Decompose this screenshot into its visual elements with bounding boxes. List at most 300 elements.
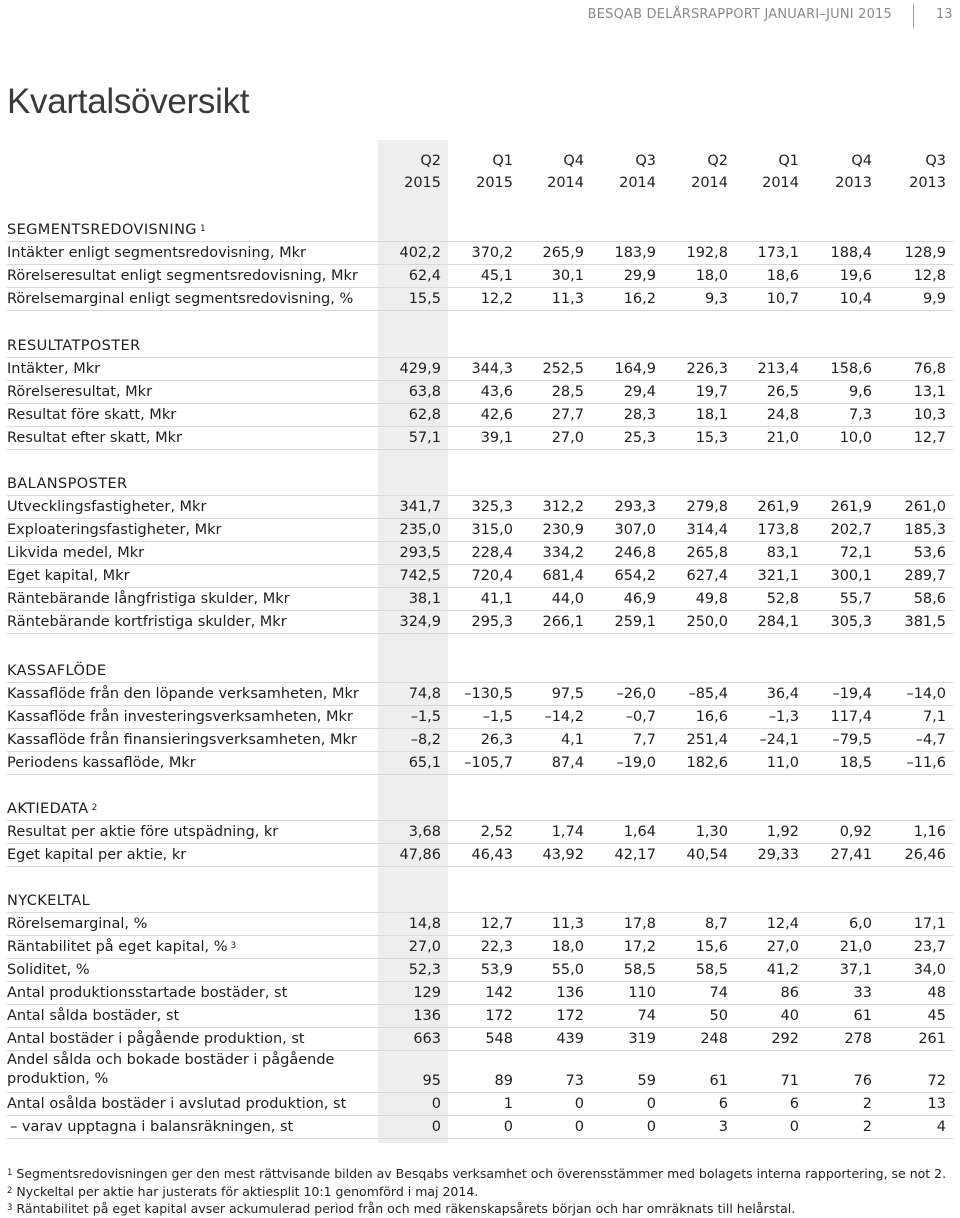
table-cell: 4,1 bbox=[560, 732, 584, 748]
column-year: 2015 bbox=[476, 175, 513, 191]
section-title-text: KASSAFLÖDE bbox=[7, 663, 107, 679]
table-cell: 251,4 bbox=[686, 732, 728, 748]
table-cell: 53,9 bbox=[480, 962, 513, 978]
table-cell: 12,7 bbox=[913, 430, 946, 446]
table-cell: 24,8 bbox=[766, 407, 799, 423]
section-header-row bbox=[7, 889, 953, 913]
table-cell: 12,2 bbox=[480, 291, 513, 307]
table-cell: 28,5 bbox=[551, 384, 584, 400]
column-quarter: Q3 bbox=[925, 153, 946, 169]
row-label bbox=[7, 290, 353, 308]
row-label bbox=[7, 961, 90, 979]
row-label-text: Kassaflöde från den löpande verksamheten, Mkr bbox=[7, 686, 359, 702]
row-label bbox=[7, 1051, 347, 1089]
table-cell: 315,0 bbox=[471, 522, 513, 538]
table-cell: 3,68 bbox=[408, 824, 441, 840]
column-header bbox=[375, 150, 441, 194]
table-cell: 183,9 bbox=[614, 245, 656, 261]
table-cell: 1,74 bbox=[551, 824, 584, 840]
table-row bbox=[7, 403, 953, 427]
table-cell: 15,3 bbox=[695, 430, 728, 446]
table-cell: 4 bbox=[936, 1119, 946, 1135]
page-header bbox=[0, 6, 960, 26]
table-cell: 0 bbox=[503, 1119, 513, 1135]
table-cell: 312,2 bbox=[542, 499, 584, 515]
table-cell: 344,3 bbox=[471, 361, 513, 377]
row-label bbox=[7, 731, 357, 749]
section-header-row bbox=[7, 472, 953, 496]
table-cell: –1,5 bbox=[482, 709, 513, 725]
row-label bbox=[7, 590, 290, 608]
row-label-text: Kassaflöde från finansieringsverksamheten, Mkr bbox=[7, 732, 357, 748]
table-cell: 7,7 bbox=[632, 732, 656, 748]
table-cell: –79,5 bbox=[832, 732, 872, 748]
table-cell: 293,5 bbox=[399, 545, 441, 561]
section-title-text: NYCKELTAL bbox=[7, 893, 91, 909]
table-cell: 0 bbox=[574, 1096, 584, 1112]
table-cell: 158,6 bbox=[830, 361, 872, 377]
row-label-text: Räntebärande kortfristiga skulder, Mkr bbox=[7, 614, 287, 630]
row-label bbox=[7, 984, 287, 1002]
table-cell: 42,17 bbox=[614, 847, 656, 863]
table-cell: 261,0 bbox=[904, 499, 946, 515]
table-cell: 246,8 bbox=[614, 545, 656, 561]
section-title bbox=[7, 662, 106, 680]
table-cell: 16,2 bbox=[623, 291, 656, 307]
row-label bbox=[7, 754, 196, 772]
section-title-text: RESULTATPOSTER bbox=[7, 338, 141, 354]
table-cell: 292 bbox=[771, 1031, 799, 1047]
table-cell: 58,6 bbox=[913, 591, 946, 607]
table-cell: 74,8 bbox=[408, 686, 441, 702]
table-cell: 314,4 bbox=[686, 522, 728, 538]
column-year: 2014 bbox=[619, 175, 656, 191]
table-row bbox=[7, 728, 953, 752]
table-cell: 40 bbox=[780, 1008, 799, 1024]
footnote-text: Nyckeltal per aktie har justerats för aktiesplit 10:1 genomförd i maj 2014. bbox=[16, 1184, 479, 1199]
row-label-text: Räntebärande långfristiga skulder, Mkr bbox=[7, 591, 290, 607]
table-cell: 1,64 bbox=[623, 824, 656, 840]
column-header bbox=[662, 150, 728, 194]
table-cell: 2 bbox=[862, 1119, 872, 1135]
table-cell: 27,41 bbox=[830, 847, 872, 863]
section-header-row bbox=[7, 218, 953, 242]
table-cell: 136 bbox=[556, 985, 584, 1001]
table-cell: 7,1 bbox=[922, 709, 946, 725]
table-row bbox=[7, 426, 953, 450]
table-cell: 0 bbox=[646, 1096, 656, 1112]
table-cell: 26,3 bbox=[480, 732, 513, 748]
table-row bbox=[7, 587, 953, 611]
section-title bbox=[7, 800, 98, 818]
table-cell: 19,7 bbox=[695, 384, 728, 400]
table-cell: 192,8 bbox=[686, 245, 728, 261]
table-row bbox=[7, 912, 953, 936]
table-cell: 42,6 bbox=[480, 407, 513, 423]
table-cell: 22,3 bbox=[480, 939, 513, 955]
table-cell: 40,54 bbox=[686, 847, 728, 863]
row-label-text: Resultat efter skatt, Mkr bbox=[7, 430, 182, 446]
table-cell: 15,5 bbox=[408, 291, 441, 307]
section-title bbox=[7, 475, 128, 493]
table-cell: 95 bbox=[422, 1073, 441, 1089]
table-cell: –4,7 bbox=[915, 732, 946, 748]
footnote-ref: 3 bbox=[230, 941, 237, 951]
footnote-ref: 2 bbox=[91, 803, 98, 813]
table-cell: 321,1 bbox=[757, 568, 799, 584]
column-header bbox=[590, 150, 656, 194]
section-title bbox=[7, 337, 141, 355]
table-cell: 18,1 bbox=[695, 407, 728, 423]
row-label bbox=[7, 567, 130, 585]
table-cell: 44,0 bbox=[551, 591, 584, 607]
row-label bbox=[7, 521, 222, 539]
column-quarter: Q1 bbox=[778, 153, 799, 169]
report-title: BESQAB DELÅRSRAPPORT JANUARI–JUNI 2015 bbox=[587, 7, 892, 22]
table-cell: 62,8 bbox=[408, 407, 441, 423]
row-label bbox=[7, 915, 147, 933]
table-cell: 27,0 bbox=[551, 430, 584, 446]
footnote-ref: 1 bbox=[199, 224, 207, 234]
row-label-text: Soliditet, % bbox=[7, 962, 90, 978]
table-cell: 21,0 bbox=[839, 939, 872, 955]
table-cell: –105,7 bbox=[464, 755, 513, 771]
table-row bbox=[7, 1050, 953, 1093]
table-cell: 265,9 bbox=[542, 245, 584, 261]
row-label-text: Rörelseresultat enligt segmentsredovisning, Mkr bbox=[7, 268, 358, 284]
row-label bbox=[7, 406, 176, 424]
table-cell: 259,1 bbox=[614, 614, 656, 630]
table-row bbox=[7, 935, 953, 959]
table-cell: –11,6 bbox=[906, 755, 946, 771]
column-year: 2015 bbox=[404, 175, 441, 191]
table-cell: 34,0 bbox=[913, 962, 946, 978]
table-cell: 73 bbox=[565, 1073, 584, 1089]
row-label-text: Räntabilitet på eget kapital, % bbox=[7, 939, 228, 955]
table-cell: 37,1 bbox=[839, 962, 872, 978]
table-cell: 30,1 bbox=[551, 268, 584, 284]
row-label-text: Andel sålda och bokade bostäder i pågående produktion, % bbox=[7, 1052, 335, 1087]
section-title-text: AKTIEDATA bbox=[7, 801, 89, 817]
row-label-text: – varav upptagna i balansräkningen, st bbox=[10, 1119, 294, 1135]
table-cell: 284,1 bbox=[757, 614, 799, 630]
table-cell: 173,1 bbox=[757, 245, 799, 261]
table-cell: 9,3 bbox=[704, 291, 728, 307]
column-header bbox=[806, 150, 872, 194]
column-year: 2014 bbox=[691, 175, 728, 191]
table-cell: 324,9 bbox=[399, 614, 441, 630]
table-cell: 185,3 bbox=[904, 522, 946, 538]
table-cell: 681,4 bbox=[542, 568, 584, 584]
table-cell: 0,92 bbox=[839, 824, 872, 840]
table-cell: 21,0 bbox=[766, 430, 799, 446]
table-row bbox=[7, 958, 953, 982]
table-cell: 76 bbox=[853, 1073, 872, 1089]
table-cell: 0 bbox=[646, 1119, 656, 1135]
row-label-text: Periodens kassaflöde, Mkr bbox=[7, 755, 196, 771]
section-header-row bbox=[7, 797, 953, 821]
table-cell: 19,6 bbox=[839, 268, 872, 284]
table-cell: 261 bbox=[918, 1031, 946, 1047]
table-row bbox=[7, 705, 953, 729]
footnote-number: 3 bbox=[7, 1203, 13, 1213]
table-cell: 548 bbox=[485, 1031, 513, 1047]
table-cell: 45 bbox=[927, 1008, 946, 1024]
table-cell: 14,8 bbox=[408, 916, 441, 932]
table-cell: 76,8 bbox=[913, 361, 946, 377]
table-row bbox=[7, 610, 953, 634]
table-cell: 663 bbox=[413, 1031, 441, 1047]
table-cell: 110 bbox=[628, 985, 656, 1001]
table-cell: 128,9 bbox=[904, 245, 946, 261]
table-cell: –19,0 bbox=[616, 755, 656, 771]
table-cell: 12,8 bbox=[913, 268, 946, 284]
table-cell: 58,5 bbox=[623, 962, 656, 978]
table-cell: 11,3 bbox=[551, 916, 584, 932]
table-cell: 27,0 bbox=[408, 939, 441, 955]
table-cell: 136 bbox=[413, 1008, 441, 1024]
table-row bbox=[7, 981, 953, 1005]
table-cell: 17,1 bbox=[913, 916, 946, 932]
page-title: Kvartalsöversikt bbox=[7, 82, 250, 121]
table-cell: 230,9 bbox=[542, 522, 584, 538]
table-row bbox=[7, 518, 953, 542]
table-cell: 55,0 bbox=[551, 962, 584, 978]
table-cell: 3 bbox=[718, 1119, 728, 1135]
table-cell: 1,92 bbox=[766, 824, 799, 840]
table-cell: 319 bbox=[628, 1031, 656, 1047]
table-cell: 654,2 bbox=[614, 568, 656, 584]
footnote bbox=[7, 1166, 946, 1182]
table-cell: 295,3 bbox=[471, 614, 513, 630]
table-cell: 172 bbox=[485, 1008, 513, 1024]
row-label bbox=[7, 938, 236, 956]
row-label bbox=[7, 360, 100, 378]
table-cell: 226,3 bbox=[686, 361, 728, 377]
row-label-text: Rörelsemarginal enligt segmentsredovisning, % bbox=[7, 291, 354, 307]
table-cell: 43,6 bbox=[480, 384, 513, 400]
section-title bbox=[7, 892, 90, 910]
table-cell: 10,4 bbox=[839, 291, 872, 307]
table-cell: 2 bbox=[862, 1096, 872, 1112]
table-row bbox=[7, 541, 953, 565]
row-label-text: Rörelsemarginal, % bbox=[7, 916, 148, 932]
section-title-text: BALANSPOSTER bbox=[7, 476, 128, 492]
table-cell: 62,4 bbox=[408, 268, 441, 284]
table-cell: 26,5 bbox=[766, 384, 799, 400]
table-cell: 172 bbox=[556, 1008, 584, 1024]
table-cell: 29,9 bbox=[623, 268, 656, 284]
table-row bbox=[7, 264, 953, 288]
table-cell: 29,4 bbox=[623, 384, 656, 400]
table-cell: 248 bbox=[700, 1031, 728, 1047]
table-cell: 25,3 bbox=[623, 430, 656, 446]
table-cell: 402,2 bbox=[399, 245, 441, 261]
row-label-text: Eget kapital, Mkr bbox=[7, 568, 130, 584]
table-cell: –0,7 bbox=[625, 709, 656, 725]
section-header-row bbox=[7, 659, 953, 683]
table-cell: 74 bbox=[709, 985, 728, 1001]
table-cell: –130,5 bbox=[464, 686, 513, 702]
table-cell: 173,8 bbox=[757, 522, 799, 538]
table-cell: 13 bbox=[927, 1096, 946, 1112]
row-label bbox=[7, 544, 144, 562]
table-cell: 11,0 bbox=[766, 755, 799, 771]
table-cell: 65,1 bbox=[408, 755, 441, 771]
table-cell: –14,2 bbox=[544, 709, 584, 725]
table-cell: 278 bbox=[844, 1031, 872, 1047]
table-cell: 49,8 bbox=[695, 591, 728, 607]
row-label bbox=[7, 846, 186, 864]
table-cell: 279,8 bbox=[686, 499, 728, 515]
row-label bbox=[7, 1118, 293, 1136]
table-cell: 72,1 bbox=[839, 545, 872, 561]
table-cell: –1,3 bbox=[768, 709, 799, 725]
table-cell: 250,0 bbox=[686, 614, 728, 630]
table-cell: 29,33 bbox=[757, 847, 799, 863]
section-title-text: SEGMENTSREDOVISNING bbox=[7, 222, 197, 238]
footnote-number: 1 bbox=[7, 1168, 13, 1178]
footnote bbox=[7, 1201, 795, 1217]
table-cell: 61 bbox=[709, 1073, 728, 1089]
row-label bbox=[7, 1030, 305, 1048]
table-cell: –8,2 bbox=[410, 732, 441, 748]
row-label-text: Antal sålda bostäder, st bbox=[7, 1008, 180, 1024]
column-header bbox=[518, 150, 584, 194]
row-label bbox=[7, 429, 182, 447]
table-cell: 2,52 bbox=[480, 824, 513, 840]
row-label bbox=[7, 267, 358, 285]
table-cell: 55,7 bbox=[839, 591, 872, 607]
table-cell: 720,4 bbox=[471, 568, 513, 584]
table-cell: 7,3 bbox=[848, 407, 872, 423]
column-quarter: Q2 bbox=[420, 153, 441, 169]
table-cell: 38,1 bbox=[408, 591, 441, 607]
table-cell: 18,6 bbox=[766, 268, 799, 284]
table-row bbox=[7, 751, 953, 775]
table-cell: 627,4 bbox=[686, 568, 728, 584]
table-cell: 18,5 bbox=[839, 755, 872, 771]
table-cell: 305,3 bbox=[830, 614, 872, 630]
table-cell: 41,1 bbox=[480, 591, 513, 607]
footnote-number: 2 bbox=[7, 1186, 13, 1196]
table-cell: 36,4 bbox=[766, 686, 799, 702]
table-cell: 87,4 bbox=[551, 755, 584, 771]
table-cell: 53,6 bbox=[913, 545, 946, 561]
table-cell: 18,0 bbox=[695, 268, 728, 284]
table-row bbox=[7, 287, 953, 311]
table-cell: 293,3 bbox=[614, 499, 656, 515]
table-cell: 50 bbox=[709, 1008, 728, 1024]
table-cell: 71 bbox=[780, 1073, 799, 1089]
table-cell: 41,2 bbox=[766, 962, 799, 978]
table-cell: 63,8 bbox=[408, 384, 441, 400]
table-cell: 52,3 bbox=[408, 962, 441, 978]
table-row bbox=[7, 820, 953, 844]
table-cell: –26,0 bbox=[616, 686, 656, 702]
table-cell: 72 bbox=[927, 1073, 946, 1089]
table-cell: 17,8 bbox=[623, 916, 656, 932]
table-row bbox=[7, 1092, 953, 1116]
table-cell: 1,16 bbox=[913, 824, 946, 840]
table-cell: 164,9 bbox=[614, 361, 656, 377]
table-row bbox=[7, 495, 953, 519]
table-cell: 10,3 bbox=[913, 407, 946, 423]
table-cell: 83,1 bbox=[766, 545, 799, 561]
table-cell: 182,6 bbox=[686, 755, 728, 771]
table-cell: 429,9 bbox=[399, 361, 441, 377]
table-cell: 742,5 bbox=[399, 568, 441, 584]
table-cell: –19,4 bbox=[832, 686, 872, 702]
column-quarter: Q1 bbox=[492, 153, 513, 169]
column-quarter: Q2 bbox=[707, 153, 728, 169]
table-cell: 0 bbox=[574, 1119, 584, 1135]
table-cell: 10,7 bbox=[766, 291, 799, 307]
table-cell: 252,5 bbox=[542, 361, 584, 377]
table-cell: 341,7 bbox=[399, 499, 441, 515]
table-cell: 8,7 bbox=[704, 916, 728, 932]
table-row bbox=[7, 1027, 953, 1051]
section-header-row bbox=[7, 334, 953, 358]
row-label-text: Exploateringsfastigheter, Mkr bbox=[7, 522, 222, 538]
column-header bbox=[733, 150, 799, 194]
table-cell: 370,2 bbox=[471, 245, 513, 261]
section-title bbox=[7, 221, 206, 239]
table-cell: 89 bbox=[494, 1073, 513, 1089]
table-cell: 17,2 bbox=[623, 939, 656, 955]
table-cell: 334,2 bbox=[542, 545, 584, 561]
row-label bbox=[7, 383, 152, 401]
row-label-text: Likvida medel, Mkr bbox=[7, 545, 145, 561]
table-cell: 61 bbox=[853, 1008, 872, 1024]
table-cell: 13,1 bbox=[913, 384, 946, 400]
table-cell: 266,1 bbox=[542, 614, 584, 630]
table-cell: 1,30 bbox=[695, 824, 728, 840]
row-label bbox=[7, 244, 306, 262]
table-row bbox=[7, 380, 953, 404]
table-cell: 202,7 bbox=[830, 522, 872, 538]
table-cell: 325,3 bbox=[471, 499, 513, 515]
column-year: 2013 bbox=[909, 175, 946, 191]
table-row bbox=[7, 357, 953, 381]
table-cell: 0 bbox=[431, 1096, 441, 1112]
table-cell: 97,5 bbox=[551, 686, 584, 702]
footnote bbox=[7, 1184, 478, 1200]
row-label bbox=[7, 498, 206, 516]
table-cell: 27,7 bbox=[551, 407, 584, 423]
row-label-text: Antal bostäder i pågående produktion, st bbox=[7, 1031, 305, 1047]
table-cell: 0 bbox=[431, 1119, 441, 1135]
footnote-text: Segmentsredovisningen ger den mest rättvisande bilden av Besqabs verksamhet och överensstämmer med bolagets interna rapportering, se not 2. bbox=[16, 1166, 947, 1181]
table-cell: 12,4 bbox=[766, 916, 799, 932]
table-cell: 261,9 bbox=[757, 499, 799, 515]
column-header bbox=[880, 150, 946, 194]
row-label-text: Intäkter enligt segmentsredovisning, Mkr bbox=[7, 245, 306, 261]
table-cell: 188,4 bbox=[830, 245, 872, 261]
row-label-text: Utvecklingsfastigheter, Mkr bbox=[7, 499, 207, 515]
table-cell: 9,6 bbox=[848, 384, 872, 400]
table-cell: –1,5 bbox=[410, 709, 441, 725]
table-cell: –24,1 bbox=[759, 732, 799, 748]
table-cell: 27,0 bbox=[766, 939, 799, 955]
table-cell: 15,6 bbox=[695, 939, 728, 955]
table-cell: 307,0 bbox=[614, 522, 656, 538]
table-cell: 57,1 bbox=[408, 430, 441, 446]
row-label-text: Rörelseresultat, Mkr bbox=[7, 384, 153, 400]
column-quarter: Q4 bbox=[563, 153, 584, 169]
table-cell: 39,1 bbox=[480, 430, 513, 446]
row-label bbox=[7, 685, 359, 703]
